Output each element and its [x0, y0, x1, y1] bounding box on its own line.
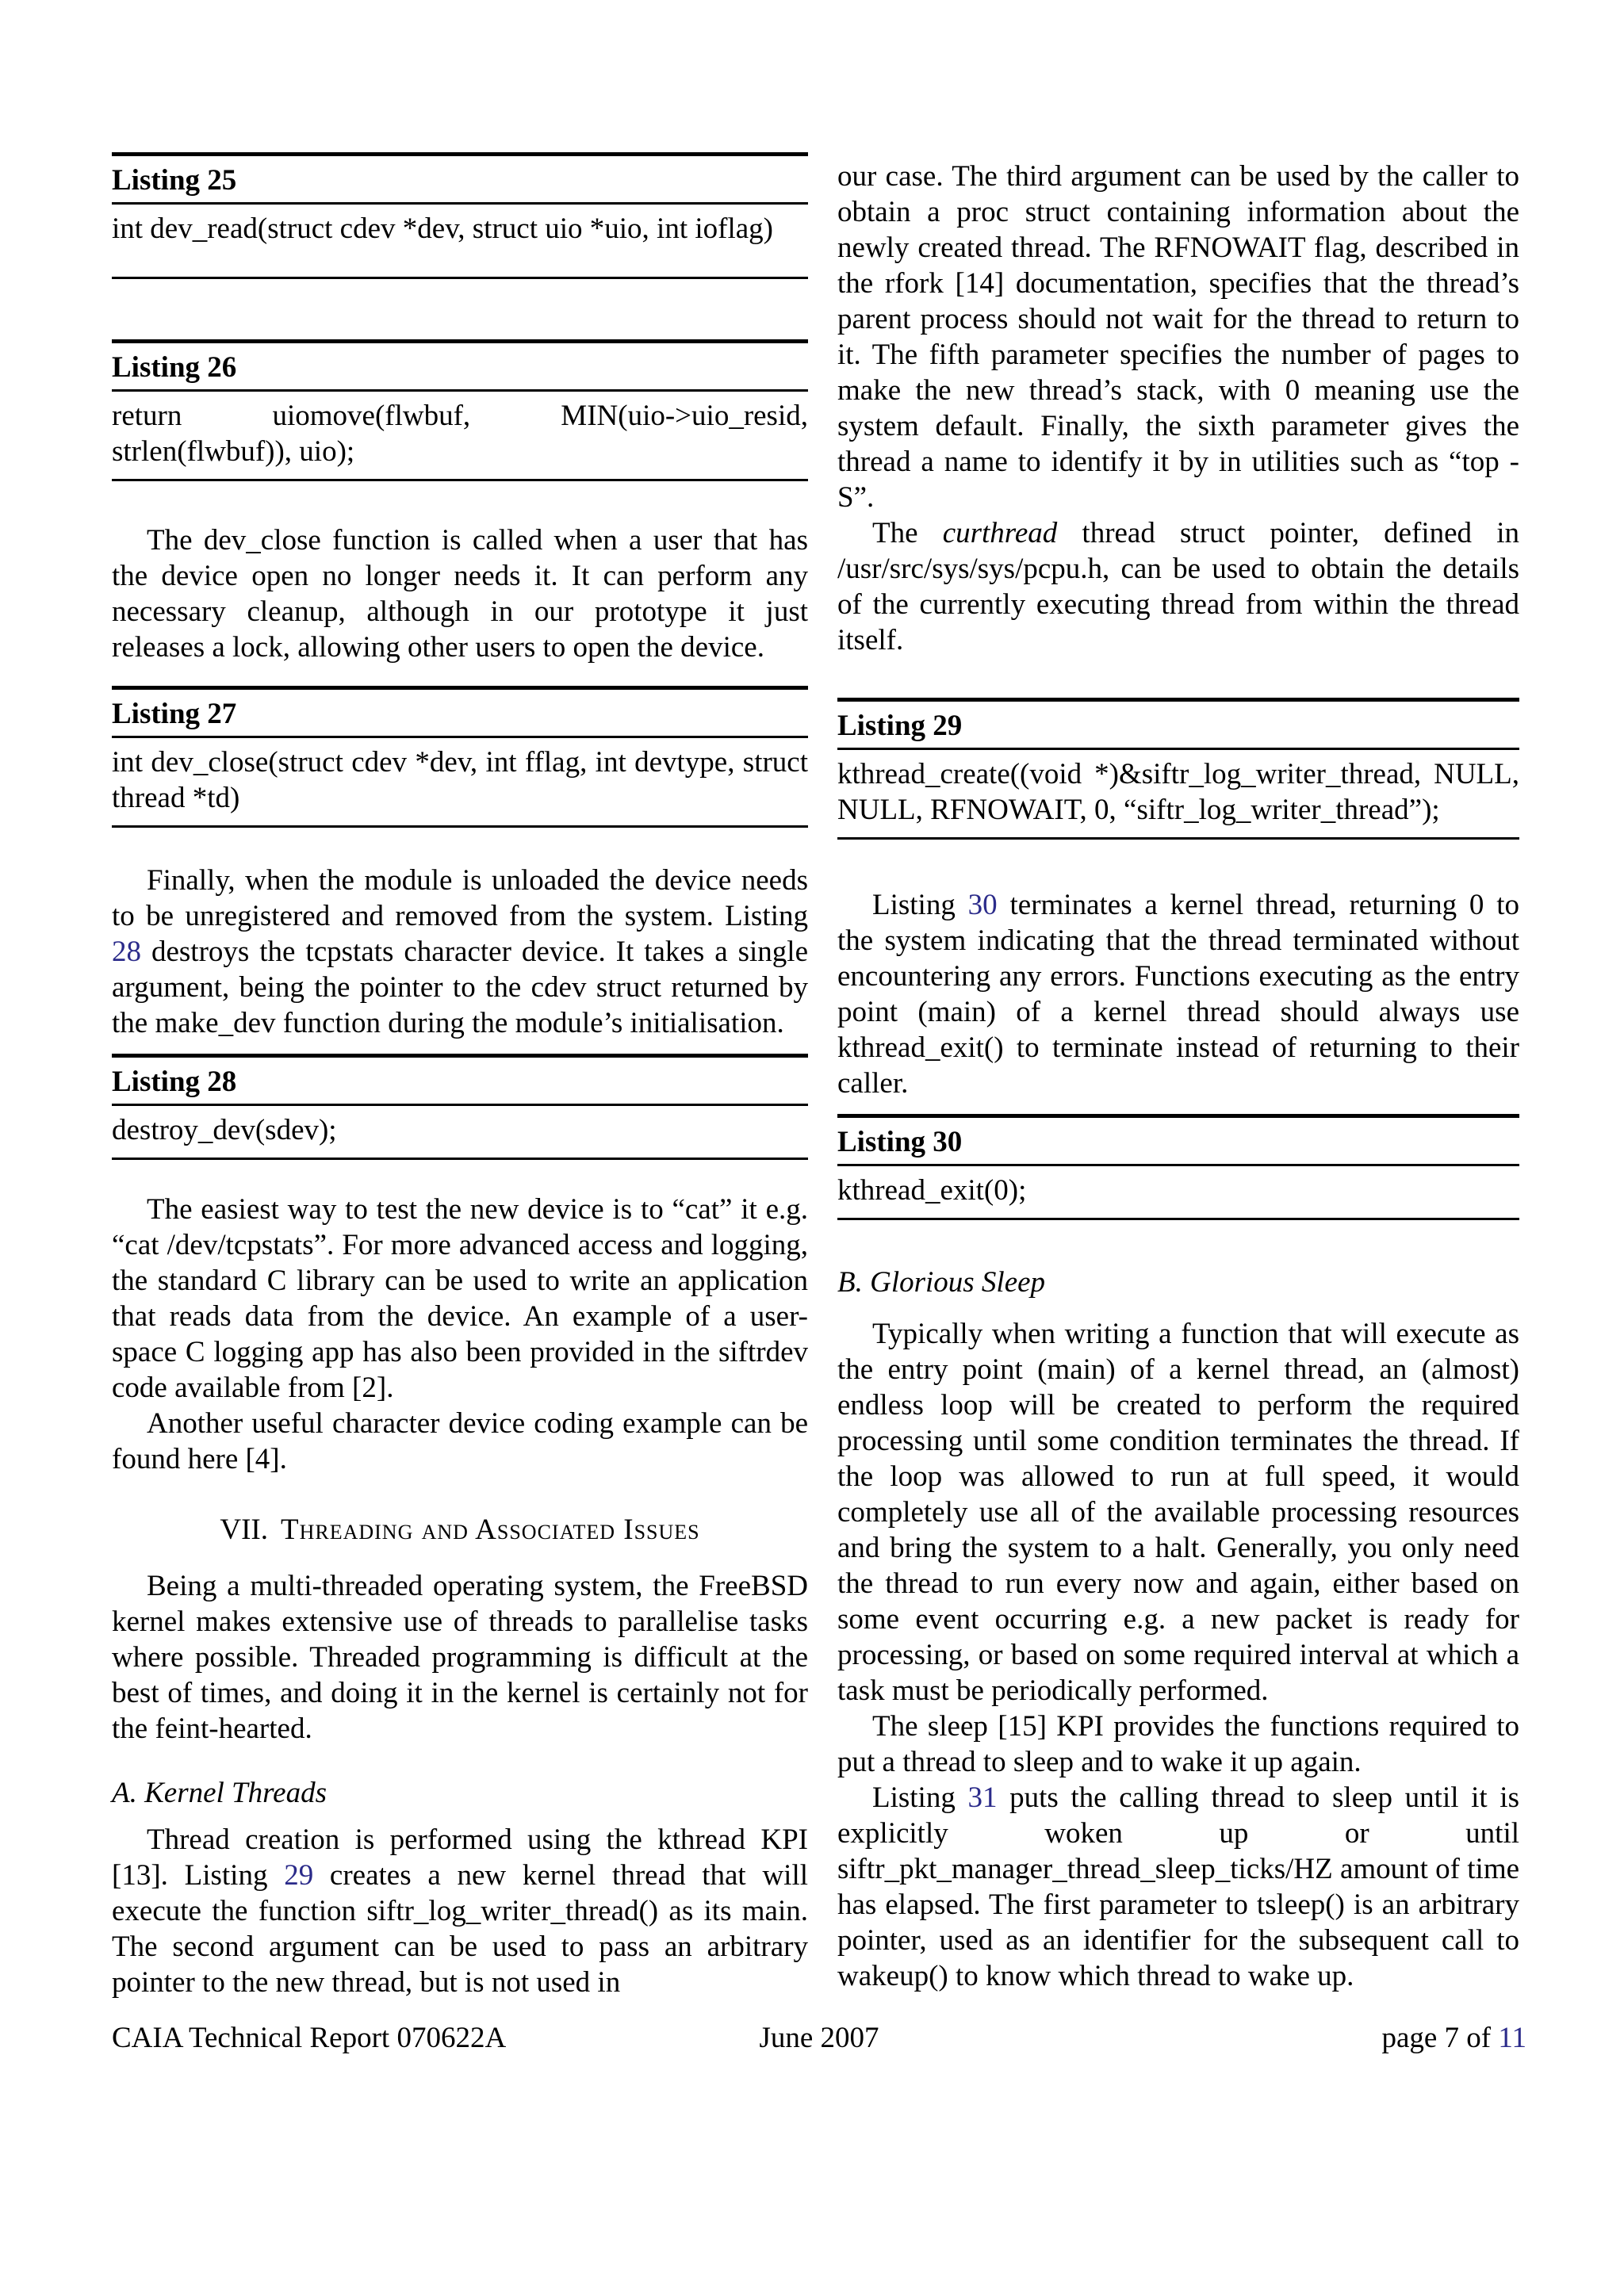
listing-code: destroy_dev(sdev);	[112, 1106, 808, 1160]
page-11-ref[interactable]: 11	[1498, 2022, 1526, 2054]
paragraph-dev-close: The dev_close function is called when a user that has the device open no longer needs it. It can perform any necessary cleanup, although in our prototype it just releases a lock, allowing other users to open the device.	[112, 524, 808, 664]
paragraph-text: Thread creation is performed using the kthread KPI [13]. Listing	[112, 1823, 808, 1892]
paragraph-our-case: our case. The third argument can be used by the caller to obtain a proc struct containing information about the newly created thread. The RFNOWAIT flag, described in the rfork [14] documentation, specifies that the thread’s parent process should not wait for the thread to return to it. The fifth parameter specifies the number of pages to make the new thread’s stack, with 0 meaning use the system default. Finally, the sixth parameter gives the thread a name to identify it by in utilities such as “top -S”.	[837, 160, 1519, 514]
listing-code: kthread_exit(0);	[837, 1166, 1519, 1220]
section-title: Threading and Associated Issues	[281, 1513, 700, 1546]
listing-25	[112, 152, 808, 279]
listing-29	[837, 698, 1519, 840]
listing-28	[112, 1054, 808, 1160]
paragraph-easiest-way: The easiest way to test the new device is to “cat” it e.g. “cat /dev/tcpstats”. For more advanced access and logging, the standard C library can be used to write an application that reads data from the device. An example of a user-space C logging app has also been provided in the siftrdev code available from [2].	[112, 1193, 808, 1404]
paragraph-text: puts the calling thread to sleep until it is explicitly woken up or until siftr_pkt_manager_thread_sleep_ticks/HZ amount of time has elapsed. The first parameter to tsleep() is an arbitrary pointer, used as an identifier for the subsequent call to wakeup() to know which thread to wake up.	[837, 1781, 1520, 1992]
listing-code: kthread_create((void *)&siftr_log_writer_thread, NULL, NULL, RFNOWAIT, 0, “siftr_log_writer_thread”);	[837, 750, 1519, 840]
paragraph-curthread	[837, 515, 1519, 658]
paragraph-listing31	[837, 1780, 1519, 1994]
listing-31-ref[interactable]: 31	[967, 1781, 998, 1814]
footer	[112, 2020, 1526, 2056]
paragraph-text: terminates a kernel thread, returning 0 to the system indicating that the thread terminated without encountering any errors. Functions executing as the entry point (main) of a kernel thread should always use kthread_exit() to terminate instead of returning to their caller.	[837, 889, 1520, 1100]
listing-caption: Listing 30	[837, 1114, 1519, 1166]
paragraph-finally	[112, 863, 808, 1041]
footer-page-text: page 7 of	[1381, 2022, 1499, 2054]
listing-30-ref[interactable]: 30	[967, 889, 998, 921]
listing-caption: Listing 26	[112, 339, 808, 392]
listing-caption: Listing 25	[112, 152, 808, 205]
listing-28-ref[interactable]: 28	[112, 936, 141, 968]
listing-code: int dev_read(struct cdev *dev, struct uio *uio, int ioflag)	[112, 205, 808, 279]
right-column	[837, 159, 1519, 1994]
paragraph-text: destroys the tcpstats character device. It takes a single argument, being the pointer to the cdev struct returned by the make_dev function during the module’s initialisation.	[112, 936, 808, 1039]
paragraph-text: creates a new kernel thread that will execute the function siftr_log_writer_thread() as its main. The second argument can be used to pass an arbitrary pointer to the new thread, but is not used in	[112, 1859, 809, 1999]
listing-27	[112, 686, 808, 828]
paragraph-text: Finally, when the module is unloaded the device needs to be unregistered and removed from the system. Listing	[112, 864, 808, 932]
footer-report-id: CAIA Technical Report 070622A	[112, 2022, 507, 2054]
listing-code: int dev_close(struct cdev *dev, int fflag, int devtype, struct thread *td)	[112, 738, 808, 828]
paragraph-sleep-kpi: The sleep [15] KPI provides the functions required to put a thread to sleep and to wake it up again.	[837, 1710, 1519, 1778]
paragraph-another-example: Another useful character device coding example can be found here [4].	[112, 1407, 808, 1475]
listing-code: return uiomove(flwbuf, MIN(uio->uio_resid, strlen(flwbuf)), uio);	[112, 392, 808, 481]
paragraph-text: Listing	[872, 889, 968, 921]
section-heading-vii	[112, 1512, 808, 1548]
footer-page-number	[1381, 2020, 1526, 2056]
subsection-a-heading: A. Kernel Threads	[112, 1777, 327, 1809]
subsection-b-heading: B. Glorious Sleep	[837, 1266, 1046, 1299]
paragraph-thread-creation	[112, 1822, 808, 2000]
section-number: VII.	[220, 1513, 268, 1546]
paragraph-text: Listing	[872, 1781, 968, 1814]
left-column	[112, 152, 808, 2000]
paragraph-being-multithreaded: Being a multi-threaded operating system, the FreeBSD kernel makes extensive use of threads to parallelise tasks where possible. Threaded programming is difficult at the best of times, and doing it in the kernel is certainly not for the feint-hearted.	[112, 1570, 808, 1745]
listing-caption: Listing 27	[112, 686, 808, 738]
paragraph-typically: Typically when writing a function that will execute as the entry point (main) of a kernel thread, an (almost) endless loop will be created to perform the required processing until some condition terminates the thread. If the loop was allowed to run at full speed, it would completely use all of the available processing resources and bring the system to a halt. Generally, you only need the thread to run every now and again, either based on some event occurring e.g. a new packet is ready for processing, or based on some required interval at which a task must be periodically performed.	[837, 1318, 1519, 1707]
paragraph-text: The	[872, 517, 943, 549]
listing-caption: Listing 28	[112, 1054, 808, 1106]
listing-caption: Listing 29	[837, 698, 1519, 750]
listing-30	[837, 1114, 1519, 1220]
curthread-italic: curthread	[942, 517, 1058, 549]
footer-date: June 2007	[759, 2022, 879, 2054]
listing-29-ref[interactable]: 29	[284, 1859, 314, 1892]
listing-26	[112, 339, 808, 481]
paragraph-listing30-terminates	[837, 887, 1519, 1101]
paragraph-text: thread struct pointer, defined in /usr/src/sys/sys/pcpu.h, can be used to obtain the details of the currently executing thread from within the thread itself.	[837, 517, 1519, 656]
